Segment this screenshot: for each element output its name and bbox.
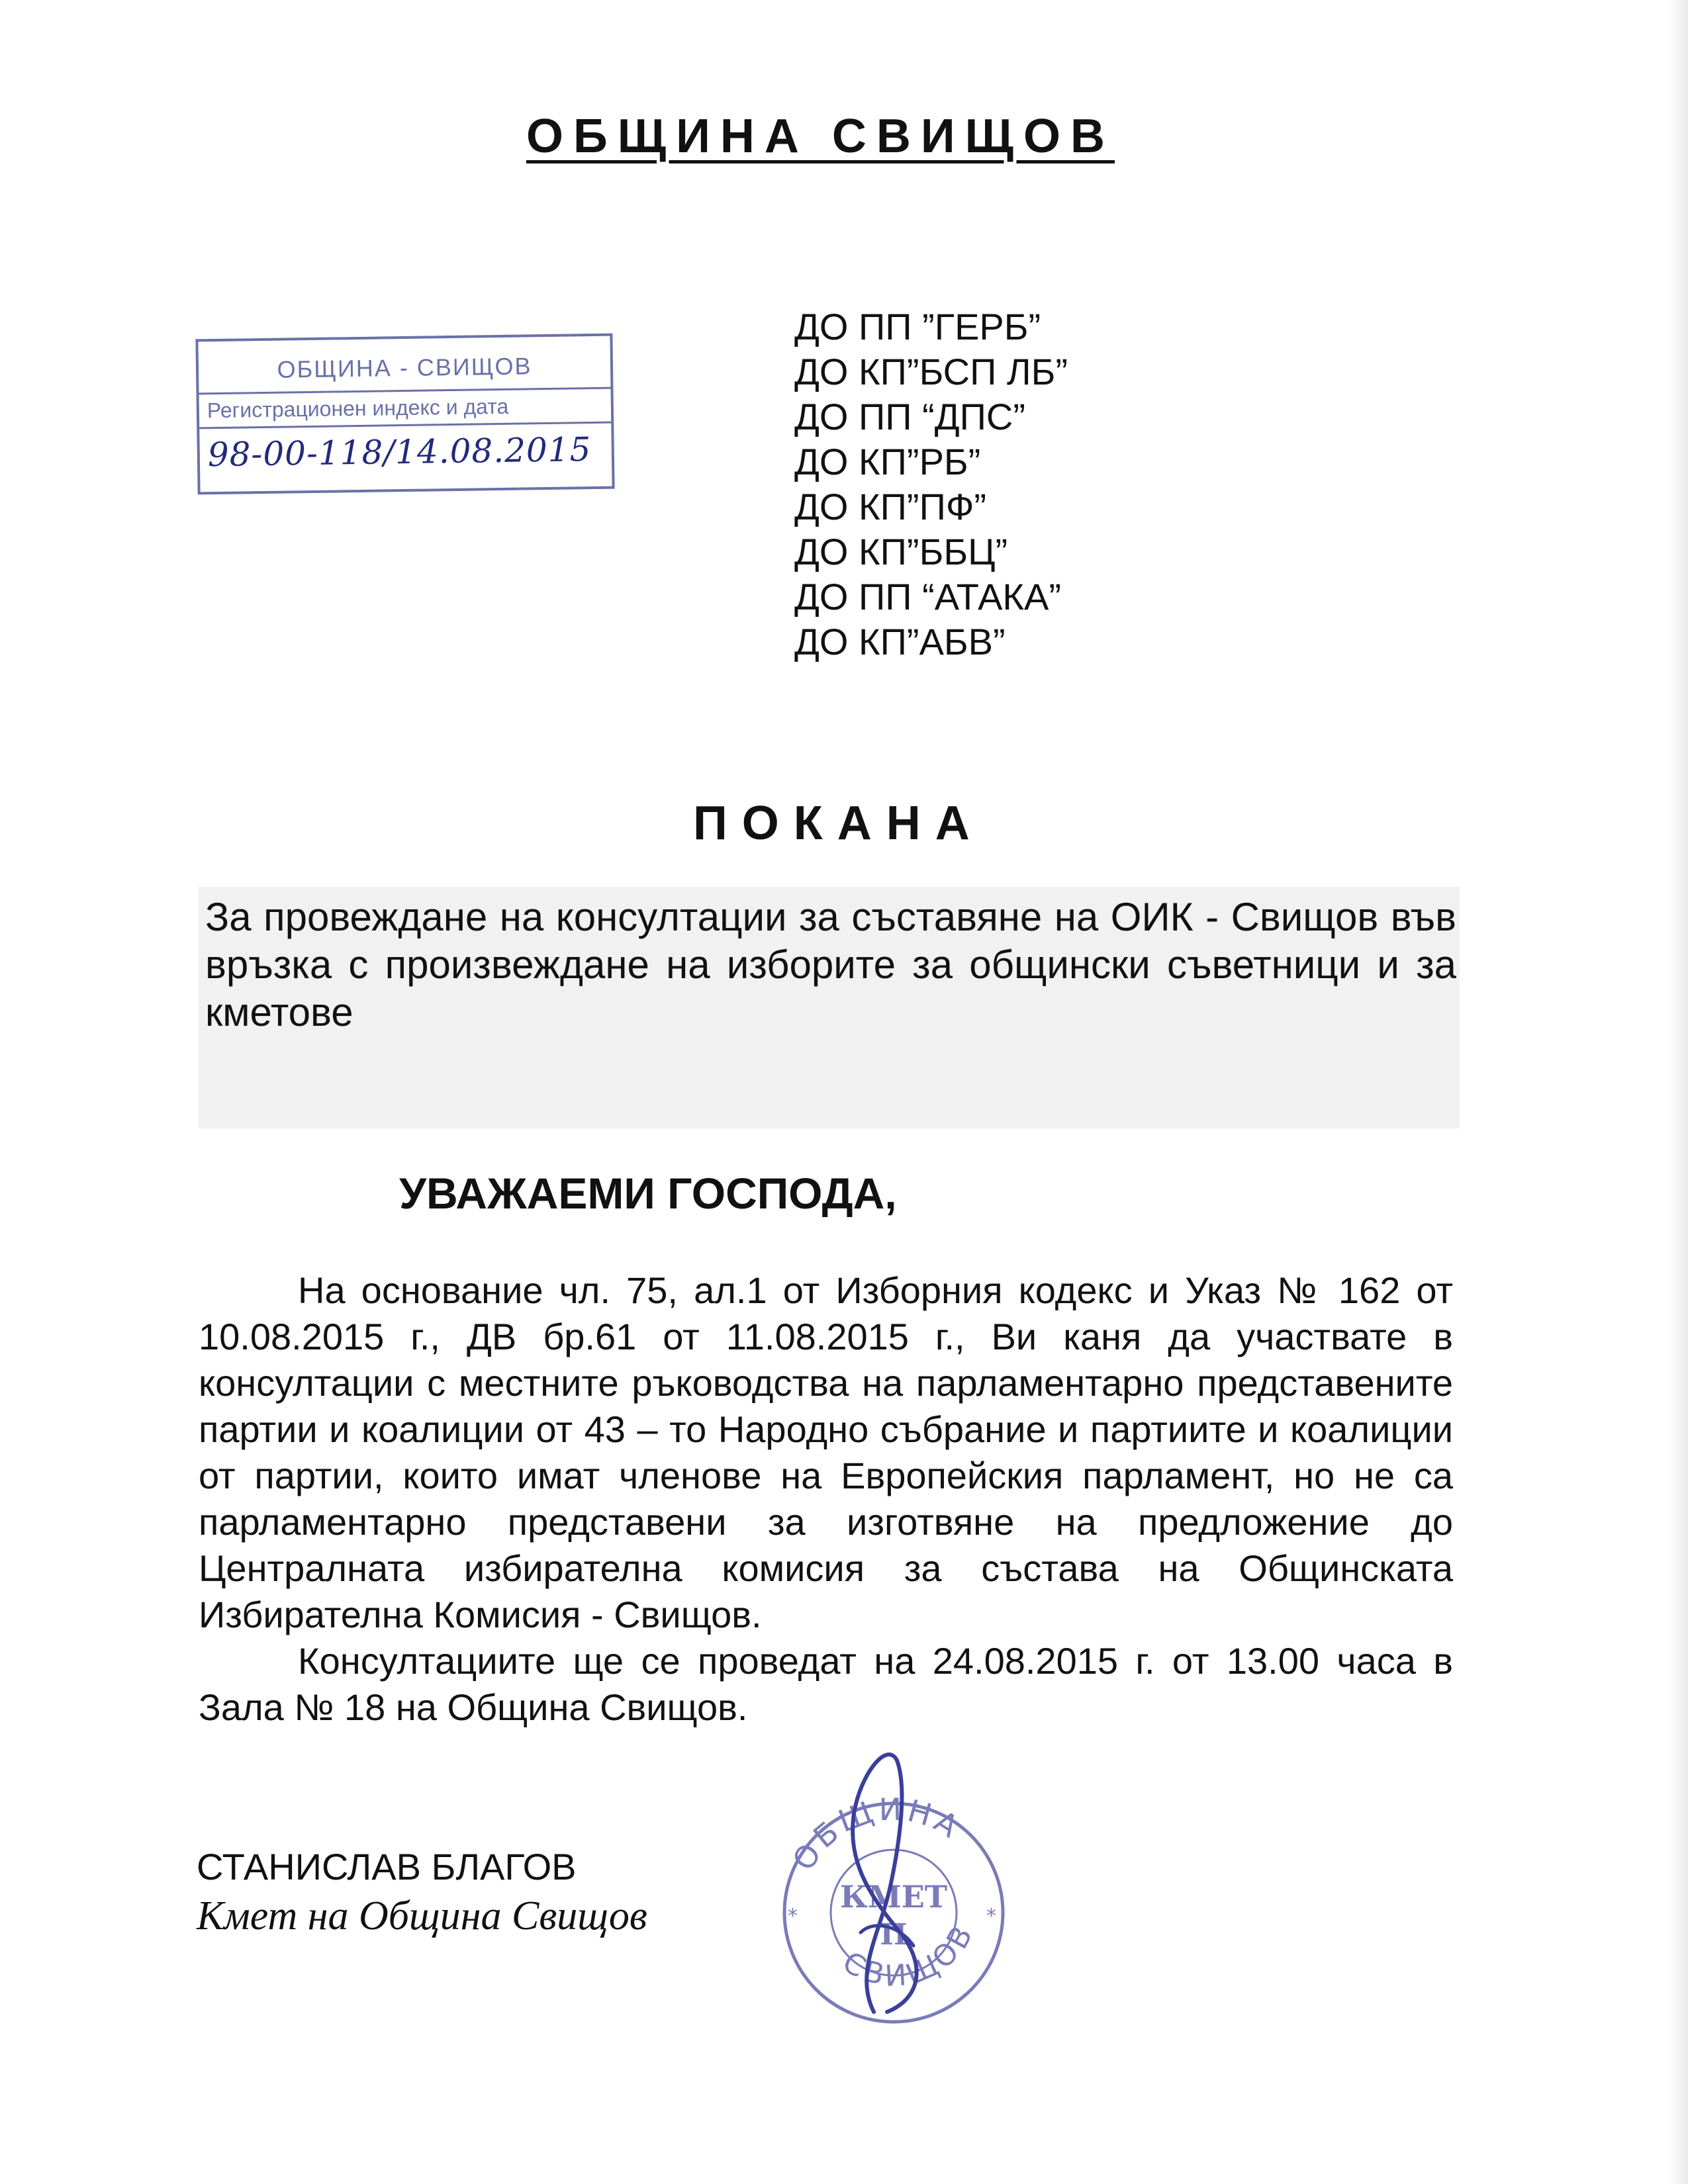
seal-outer-text: ОБЩИНА bbox=[785, 1791, 968, 1877]
stamp-line-index-label: Регистрационен индекс и дата bbox=[199, 389, 612, 430]
letter-body bbox=[199, 1267, 1453, 1731]
recipient-list bbox=[794, 304, 1068, 664]
body-paragraph-1: На основание чл. 75, ал.1 от Изборния кодекс и Указ № 162 от 10.08.2015 г., ДВ бр.61 от 11.08.2015 г., Ви каня да участвате в консултации с местните ръководства на парламентарно представените партии и коалиции от 43 – то Народно събрание и партиите и коалиции от партии, които имат членове на Европейския парламент, но не са парламентарно представени за изготвяне на предложение до Централната избирателна комисия за състава на Общинската Избирателна Комисия - Свищов. bbox=[199, 1269, 1453, 1635]
seal-bottom-text: СВИЩОВ bbox=[837, 1917, 982, 1993]
recipient-item: ДО ПП “АТАКА” bbox=[794, 576, 1062, 617]
seal-star-left: * bbox=[788, 1905, 798, 1928]
greeting: УВАЖАЕМИ ГОСПОДА, bbox=[399, 1169, 897, 1218]
page-edge-shadow bbox=[1668, 0, 1688, 2184]
seal-star-right: * bbox=[986, 1905, 996, 1928]
recipient-item: ДО КП”БСП ЛБ” bbox=[794, 351, 1068, 392]
stamp-handwritten-index: 98-00-118/14.08.2015 bbox=[207, 430, 592, 475]
document-title: ПОКАНА bbox=[693, 797, 984, 850]
subject-line: За провеждане на консултации за съставяне на ОИК - Свищов във връзка с произвеждане на изборите за общински съветници и за кметове bbox=[205, 895, 1456, 1034]
registration-stamp bbox=[195, 334, 614, 495]
recipient-item: ДО КП”АБВ” bbox=[794, 621, 1006, 662]
mayor-seal-and-signature bbox=[755, 1734, 1033, 2038]
body-paragraph-2: Консултациите ще се проведат на 24.08.2015 г. от 13.00 часа в Зала № 18 на Община Свищов. bbox=[199, 1640, 1453, 1728]
signer-role: Кмет на Община Свищов bbox=[197, 1893, 647, 1938]
stamp-line-municipality: ОБЩИНА - СВИЩОВ bbox=[198, 336, 610, 395]
recipient-item: ДО ПП ”ГЕРБ” bbox=[794, 306, 1041, 347]
seal-number: II bbox=[880, 1918, 908, 1952]
recipient-item: ДО КП”ББЦ” bbox=[794, 531, 1008, 572]
recipient-item: ДО ПП “ДПС” bbox=[794, 396, 1026, 437]
municipality-header: ОБЩИНА СВИЩОВ bbox=[526, 110, 1115, 163]
recipient-item: ДО КП”ПФ” bbox=[794, 486, 987, 527]
recipient-item: ДО КП”РБ” bbox=[794, 441, 981, 482]
signer-name: СТАНИСЛАВ БЛАГОВ bbox=[197, 1846, 577, 1888]
seal-center-text: КМЕТ bbox=[839, 1879, 948, 1915]
